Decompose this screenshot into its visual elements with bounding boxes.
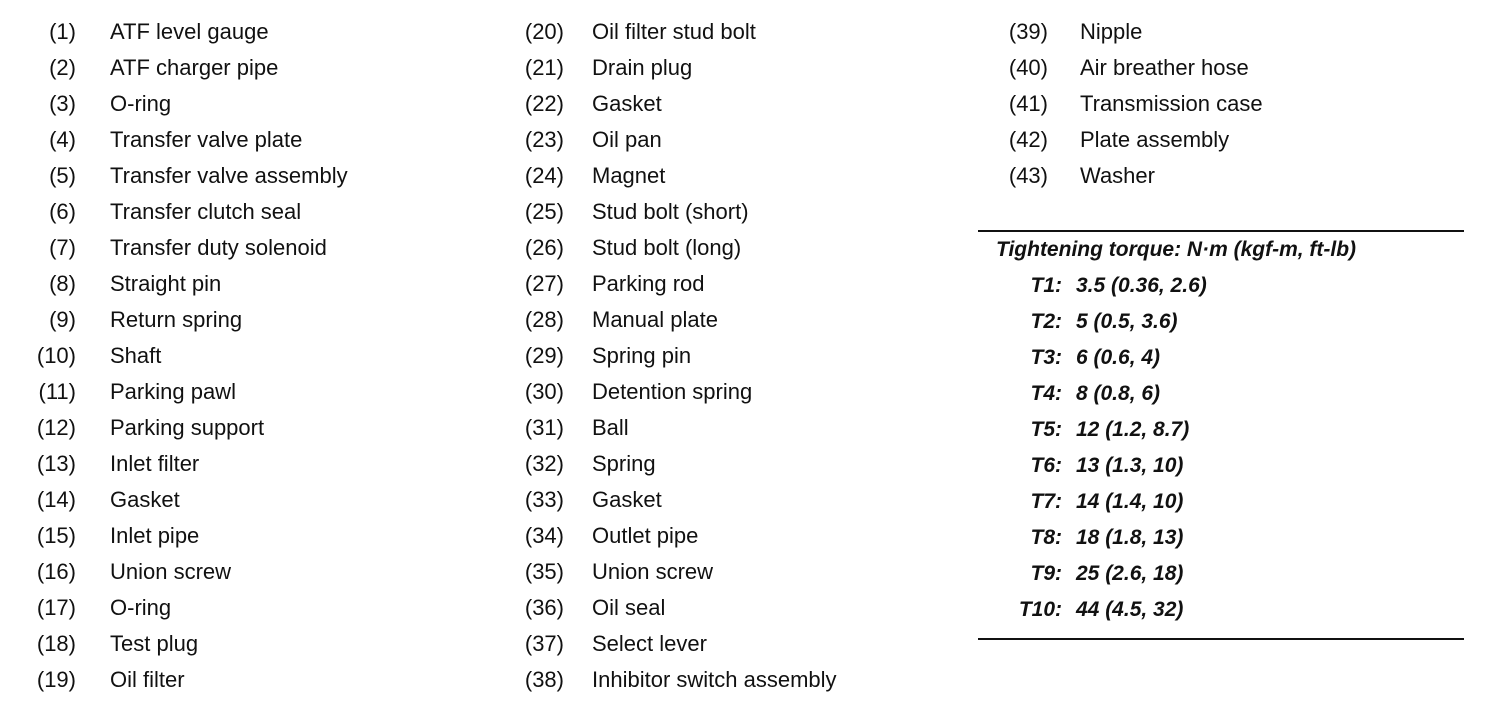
- part-name: Transfer clutch seal: [110, 199, 302, 224]
- part-name: Stud bolt (short): [592, 199, 749, 224]
- table-bottom-rule: [978, 638, 1464, 640]
- part-number: (22): [524, 91, 564, 116]
- part-name: Shaft: [110, 343, 162, 368]
- part-name: Oil seal: [592, 595, 666, 620]
- part-number: (26): [524, 235, 564, 260]
- part-name: Union screw: [110, 559, 232, 584]
- part-name: Return spring: [110, 307, 243, 332]
- torque-row: [978, 592, 1464, 628]
- part-name: Transfer valve plate: [110, 127, 303, 152]
- part-name: Test plug: [110, 631, 199, 656]
- part-number: (19): [36, 667, 76, 692]
- torque-row: [978, 376, 1464, 412]
- part-number: (28): [524, 307, 564, 332]
- part-number: (13): [36, 451, 76, 476]
- torque-value: 8 (0.8, 6): [1076, 382, 1161, 405]
- part-number: (8): [49, 271, 76, 296]
- torque-row: [978, 412, 1464, 448]
- torque-row: [978, 268, 1464, 304]
- torque-value: 18 (1.8, 13): [1076, 526, 1184, 549]
- part-name: O-ring: [110, 91, 172, 116]
- part-name: Transfer valve assembly: [110, 163, 348, 188]
- torque-row: [978, 340, 1464, 376]
- part-number: (5): [49, 163, 76, 188]
- torque-label: T7:: [1030, 490, 1062, 513]
- torque-label: T9:: [1030, 562, 1062, 585]
- part-name: Gasket: [592, 487, 662, 512]
- part-number: (31): [524, 415, 564, 440]
- torque-label: T2:: [1030, 310, 1062, 333]
- part-name: Oil filter stud bolt: [592, 19, 756, 44]
- part-number: (21): [524, 55, 564, 80]
- torque-row: [978, 448, 1464, 484]
- part-name: ATF charger pipe: [110, 55, 279, 80]
- part-number: (32): [524, 451, 564, 476]
- part-name: Oil pan: [592, 127, 662, 152]
- part-number: (37): [524, 631, 564, 656]
- part-name: Inhibitor switch assembly: [592, 667, 837, 692]
- part-name: Inlet pipe: [110, 523, 200, 548]
- part-name: Gasket: [592, 91, 662, 116]
- part-name: Ball: [592, 415, 629, 440]
- torque-label: T1:: [1030, 274, 1062, 297]
- torque-label: T3:: [1030, 346, 1062, 369]
- part-number: (3): [49, 91, 76, 116]
- part-number: (29): [524, 343, 564, 368]
- torque-value: 13 (1.3, 10): [1076, 454, 1184, 477]
- torque-value: 25 (2.6, 18): [1076, 562, 1184, 585]
- part-name: Magnet: [592, 163, 666, 188]
- part-number: (33): [524, 487, 564, 512]
- part-name: Oil filter: [110, 667, 185, 692]
- part-name: Parking rod: [592, 271, 705, 296]
- torque-row: [978, 304, 1464, 340]
- torque-row: [978, 520, 1464, 556]
- torque-label: T6:: [1030, 454, 1062, 477]
- torque-value: 6 (0.6, 4): [1076, 346, 1161, 369]
- part-number: (25): [524, 199, 564, 224]
- part-name: Detention spring: [592, 379, 753, 404]
- part-name: Transfer duty solenoid: [110, 235, 327, 260]
- part-number: (16): [36, 559, 76, 584]
- part-name: O-ring: [110, 595, 172, 620]
- part-number: (15): [36, 523, 76, 548]
- part-name: Union screw: [592, 559, 714, 584]
- part-number: (12): [36, 415, 76, 440]
- part-name: Air breather hose: [1080, 55, 1249, 80]
- part-number: (6): [49, 199, 76, 224]
- part-number: (36): [524, 595, 564, 620]
- part-number: (4): [49, 127, 76, 152]
- torque-value: 12 (1.2, 8.7): [1076, 418, 1190, 441]
- part-name: Gasket: [110, 487, 180, 512]
- torque-row: [978, 484, 1464, 520]
- part-name: Select lever: [592, 631, 707, 656]
- part-number: (18): [36, 631, 76, 656]
- part-number: (17): [36, 595, 76, 620]
- part-number: (39): [1008, 19, 1048, 44]
- part-number: (23): [524, 127, 564, 152]
- part-number: (27): [524, 271, 564, 296]
- part-name: Straight pin: [110, 271, 222, 296]
- torque-label: T8:: [1030, 526, 1062, 549]
- part-number: (20): [524, 19, 564, 44]
- part-name: Washer: [1080, 163, 1155, 188]
- part-number: (1): [49, 19, 76, 44]
- torque-value: 5 (0.5, 3.6): [1076, 310, 1178, 333]
- tightening-torque-table: [978, 230, 1464, 640]
- part-name: ATF level gauge: [110, 19, 269, 44]
- part-name: Drain plug: [592, 55, 693, 80]
- part-number: (9): [49, 307, 76, 332]
- torque-value: 14 (1.4, 10): [1076, 490, 1184, 513]
- part-name: Inlet filter: [110, 451, 200, 476]
- part-name: Spring pin: [592, 343, 692, 368]
- part-number: (38): [524, 667, 564, 692]
- part-number: (40): [1008, 55, 1048, 80]
- part-number: (2): [49, 55, 76, 80]
- part-name: Outlet pipe: [592, 523, 699, 548]
- part-number: (30): [524, 379, 564, 404]
- torque-value: 44 (4.5, 32): [1076, 598, 1184, 621]
- part-name: Stud bolt (long): [592, 235, 742, 260]
- torque-row: [978, 556, 1464, 592]
- torque-value: 3.5 (0.36, 2.6): [1076, 274, 1207, 297]
- torque-rows: [978, 268, 1464, 628]
- part-name: Parking pawl: [110, 379, 236, 404]
- part-number: (35): [524, 559, 564, 584]
- part-number: (43): [1008, 163, 1048, 188]
- part-number: (24): [524, 163, 564, 188]
- part-number: (14): [36, 487, 76, 512]
- part-name: Transmission case: [1080, 91, 1263, 116]
- part-number: (41): [1008, 91, 1048, 116]
- torque-label: T5:: [1030, 418, 1062, 441]
- part-number: (7): [49, 235, 76, 260]
- part-name: Nipple: [1080, 19, 1143, 44]
- part-number: (34): [524, 523, 564, 548]
- torque-table-title: Tightening torque: N·m (kgf-m, ft-lb): [996, 238, 1357, 261]
- part-name: Plate assembly: [1080, 127, 1230, 152]
- part-number: (11): [38, 379, 76, 404]
- torque-label: T10:: [1018, 598, 1062, 621]
- part-name: Manual plate: [592, 307, 718, 332]
- part-name: Parking support: [110, 415, 265, 440]
- part-name: Spring: [592, 451, 656, 476]
- part-number: (10): [36, 343, 76, 368]
- torque-label: T4:: [1030, 382, 1062, 405]
- part-number: (42): [1008, 127, 1048, 152]
